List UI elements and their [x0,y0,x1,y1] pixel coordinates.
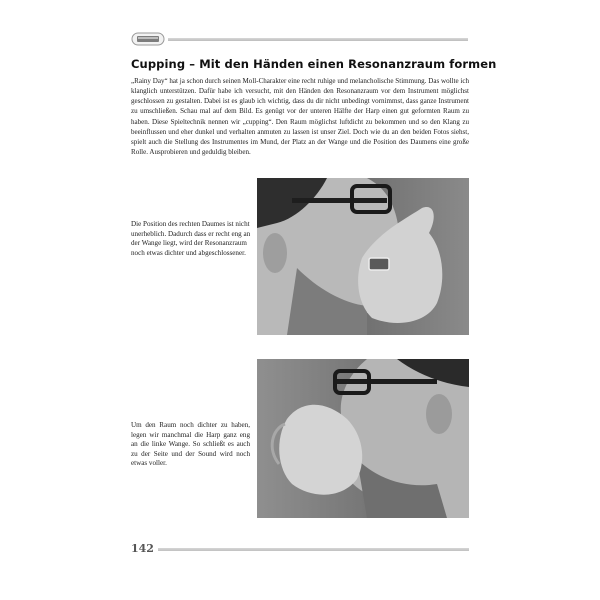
harmonica-icon [131,31,165,47]
page-number: 142 [131,542,154,555]
page-title: Cupping – Mit den Händen einen Resonanzraum formen [131,57,497,71]
caption-photo-2: Um den Raum noch dichter zu haben, legen wir manchmal die Harp ganz eng an die linke Wange. So schließt es auch zu der Seite und der Sound wird noch etwas voller. [131,421,250,468]
body-paragraph: „Rainy Day“ hat ja schon durch seinen Moll-Charakter eine recht ruhige und melancholische Stimmung. Das wollte ich klanglich unterstützen. Dafür habe ich versucht, mit den Händen den Resonanzraum vor dem Instrument möglichst geschlossen zu gestalten. Dabei ist es glaub ich wichtig, dass du dir nicht unbedingt vornimmst, dass ganze Instrument zu umschließen. Schau mal auf dem Bild. Es genügt vor der unteren Hälfte der Harp einen gut geformten Raum zu haben. Diese Spieltechnik nennen wir „cupping“. Den Raum möglichst luftdicht zu bekommen und so den Klang zu beeinflussen und eher dunkel und verhalten anmuten zu lassen ist unser Ziel. Doch wie du an den beiden Fotos siehst, spielt auch die Stellung des Instrumentes im Mund, der Platz an der Wange und die Position des Daumens eine große Rolle. Ausprobieren und geduldig bleiben. [131,77,469,157]
photo-cupping-cheek-position [257,359,469,518]
header-rule [168,38,468,41]
caption-photo-1: Die Position des rechten Daumes ist nicht unerheblich. Dadurch dass er recht eng an der Wange liegt, wird der Resonanzraum noch etwas dichter und abgeschlossener. [131,220,251,257]
photo-cupping-thumb-position [257,178,469,335]
footer-rule [158,548,469,551]
